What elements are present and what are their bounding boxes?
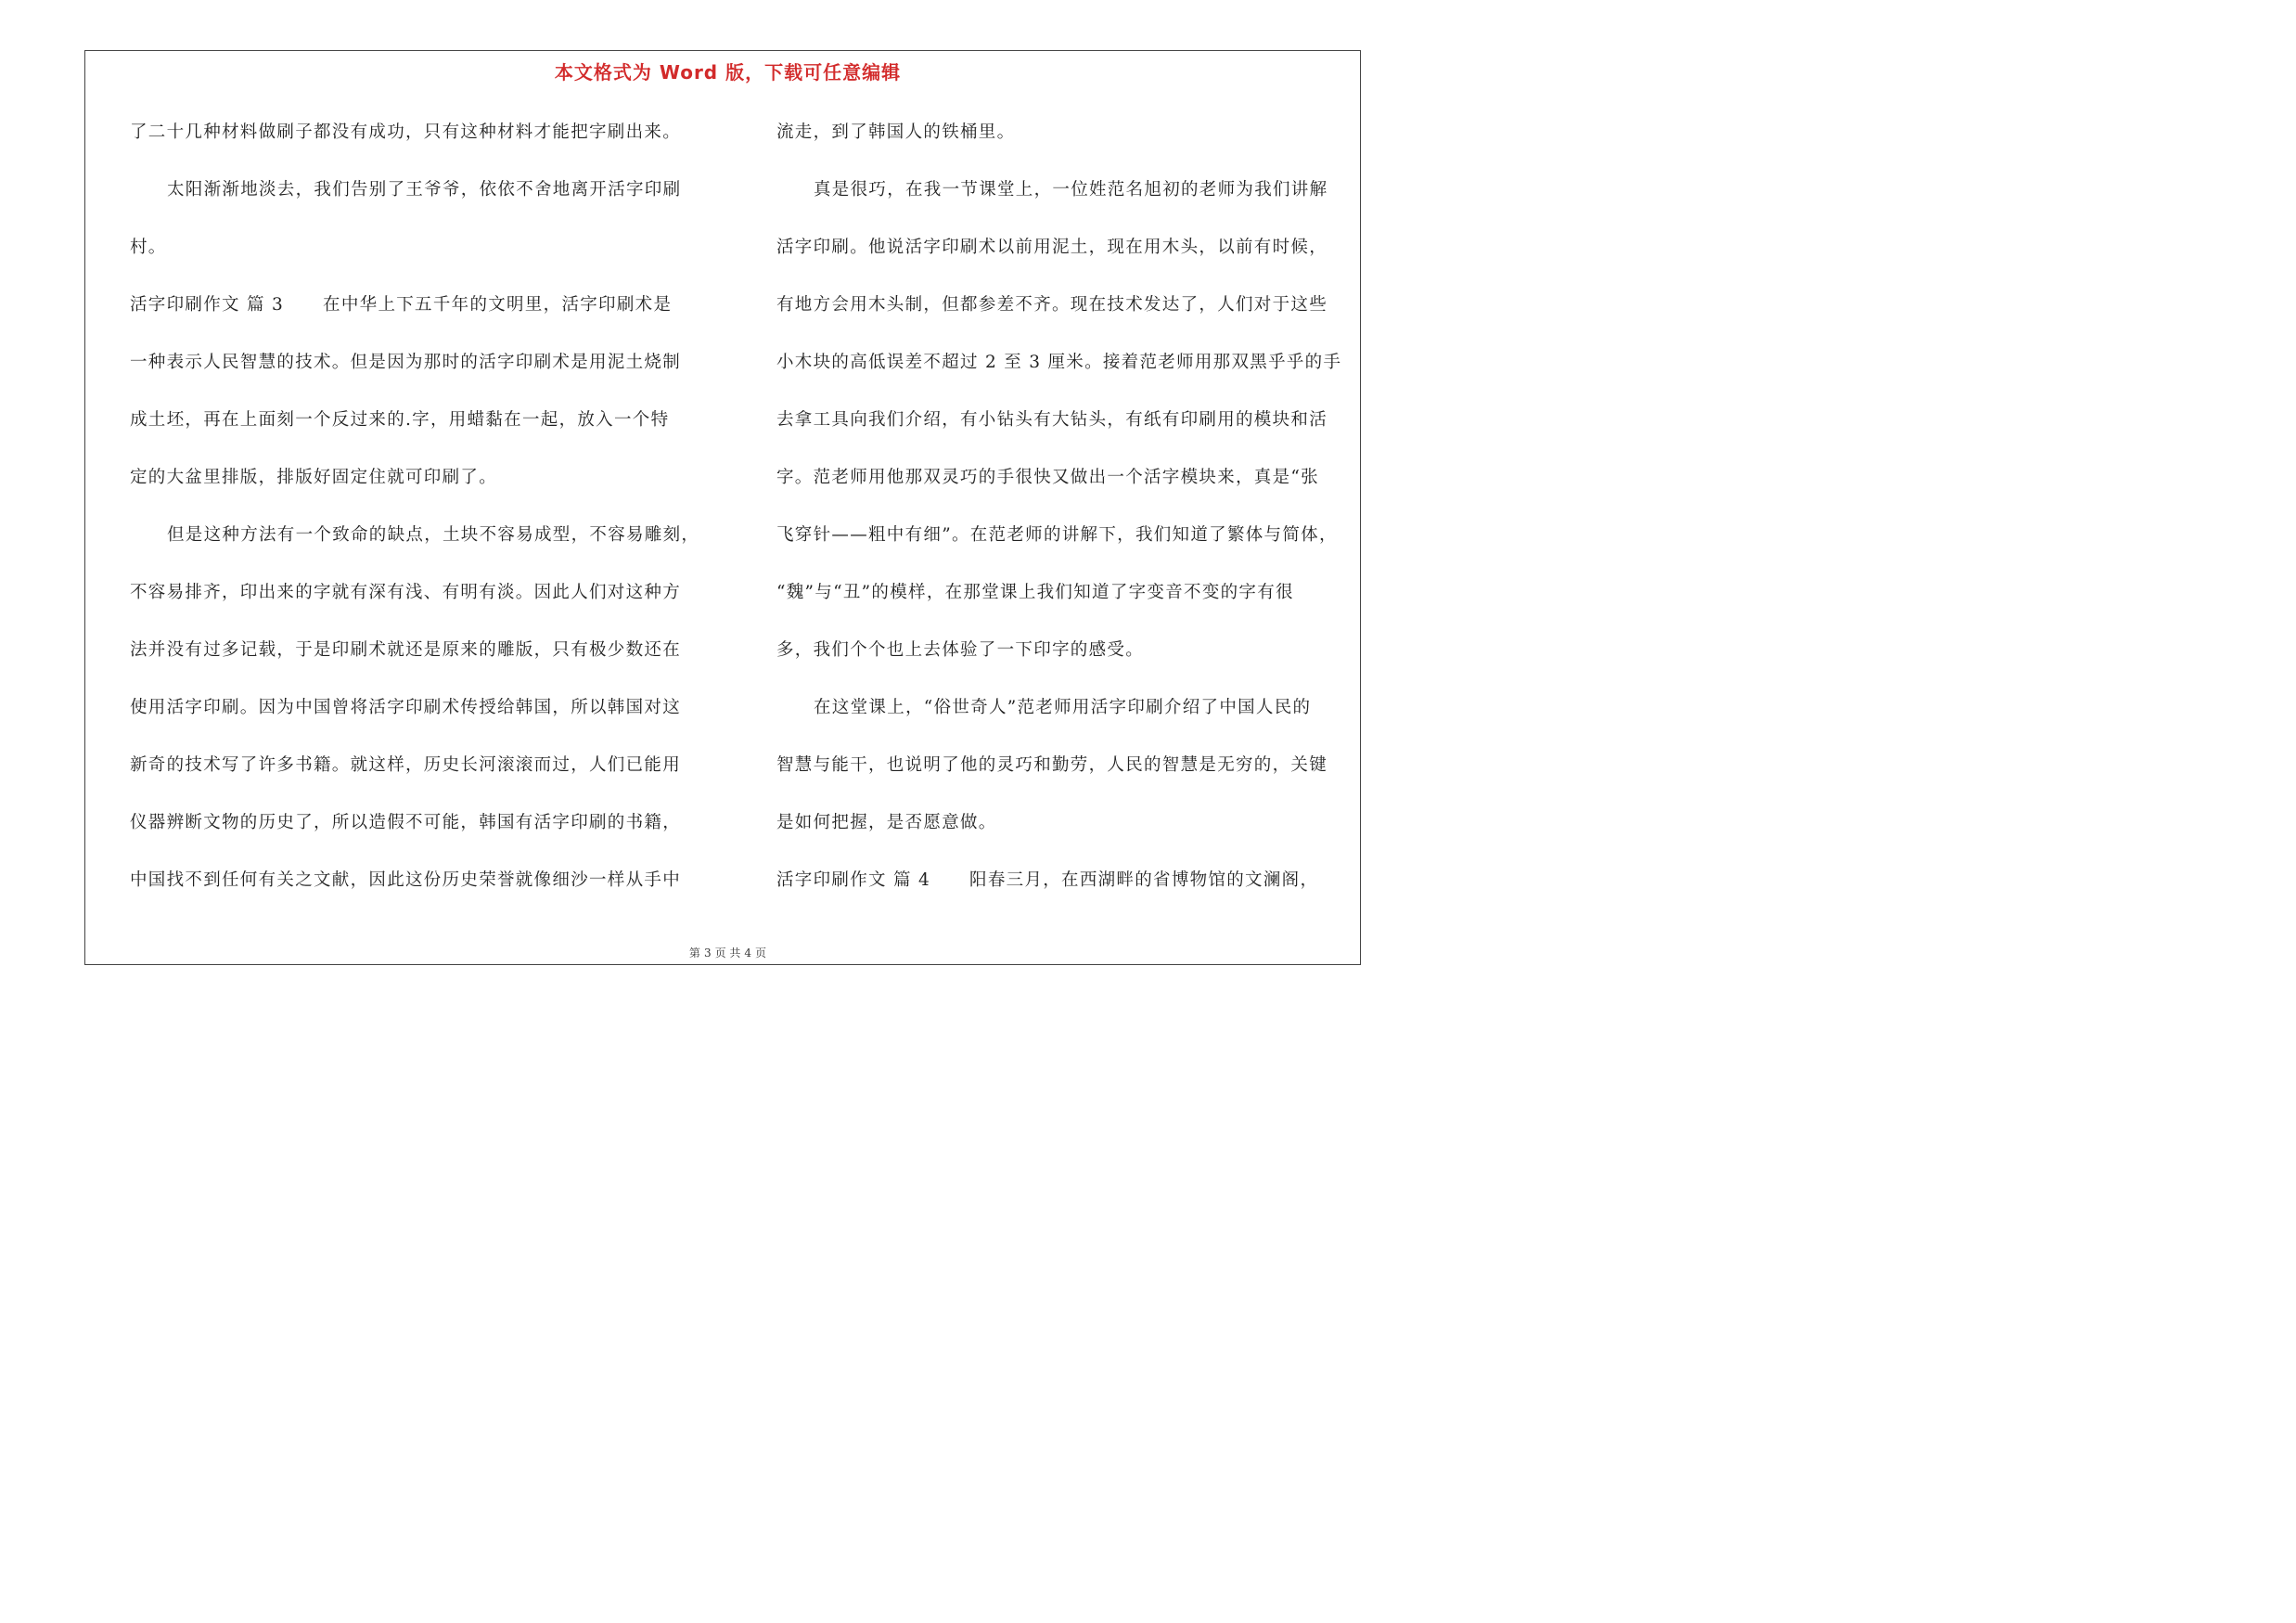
text-line: 但是这种方法有一个致命的缺点，土块不容易成型，不容易雕刻， [167, 525, 700, 545]
text-line: 字。范老师用他那双灵巧的手很快又做出一个活字模块来，真是“张 [776, 468, 1319, 487]
text-line: “魏”与“丑”的模样，在那堂课上我们知道了字变音不变的字有很 [776, 583, 1294, 602]
text-line: 智慧与能干，也说明了他的灵巧和勤劳，人民的智慧是无穷的，关键 [776, 755, 1328, 775]
text-line: 多，我们个个也上去体验了一下印字的感受。 [776, 640, 1145, 660]
text-line: 新奇的技术写了许多书籍。就这样，历史长河滚滚而过，人们已能用 [130, 755, 682, 775]
text-line: 飞穿针——粗中有细”。在范老师的讲解下，我们知道了繁体与简体， [776, 525, 1338, 545]
section-text: 阳春三月，在西湖畔的省博物馆的文澜阁， [969, 870, 1319, 890]
footer-label: 页 共 [714, 947, 741, 960]
text-line: 小木块的高低误差不超过 2 至 3 厘米。接着范老师用那双黑乎乎的手 [776, 353, 1342, 372]
text-line: 中国找不到任何有关之文献，因此这份历史荣誉就像细沙一样从手中 [130, 870, 682, 890]
text-line: 太阳渐渐地淡去，我们告别了王爷爷，依依不舍地离开活字印刷 [167, 180, 682, 200]
section-heading-line [776, 852, 1318, 909]
footer-label: 第 [688, 947, 700, 960]
text-line: 村。 [130, 238, 167, 257]
section-title: 活字印刷作文 篇 3 [130, 295, 285, 315]
footer-label: 页 [755, 947, 767, 960]
section-heading-line [130, 277, 672, 334]
text-line: 流走，到了韩国人的铁桶里。 [776, 122, 1016, 142]
text-line: 定的大盆里排版，排版好固定住就可印刷了。 [130, 468, 498, 487]
text-line: 成土坯，再在上面刻一个反过来的.字，用蜡黏在一起，放入一个特 [130, 410, 670, 430]
section-text: 在中华上下五千年的文明里，活字印刷术是 [323, 295, 673, 315]
text-line: 仪器辨断文物的历史了，所以造假不可能，韩国有活字印刷的书籍， [130, 813, 682, 832]
total-pages-number: 4 [744, 947, 752, 960]
text-line: 不容易排齐，印出来的字就有深有浅、有明有淡。因此人们对这种方 [130, 583, 682, 602]
text-line: 是如何把握，是否愿意做。 [776, 813, 997, 832]
page-footer [0, 945, 1456, 960]
text-line: 一种表示人民智慧的技术。但是因为那时的活字印刷术是用泥土烧制 [130, 353, 682, 372]
text-line: 真是很巧，在我一节课堂上，一位姓范名旭初的老师为我们讲解 [814, 180, 1328, 200]
format-banner: 本文格式为 Word 版，下载可任意编辑 [554, 61, 902, 84]
text-line: 了二十几种材料做刷子都没有成功，只有这种材料才能把字刷出来。 [130, 122, 682, 142]
current-page-number: 3 [703, 947, 712, 960]
text-line: 在这堂课上，“俗世奇人”范老师用活字印刷介绍了中国人民的 [814, 698, 1312, 717]
text-line: 使用活字印刷。因为中国曾将活字印刷术传授给韩国，所以韩国对这 [130, 698, 682, 717]
text-line: 有地方会用木头制，但都参差不齐。现在技术发达了，人们对于这些 [776, 295, 1328, 315]
text-line: 活字印刷。他说活字印刷术以前用泥土，现在用木头，以前有时候， [776, 238, 1328, 257]
text-line: 去拿工具向我们介绍，有小钻头有大钻头，有纸有印刷用的模块和活 [776, 410, 1328, 430]
section-title: 活字印刷作文 篇 4 [776, 870, 931, 890]
text-line: 法并没有过多记载，于是印刷术就还是原来的雕版，只有极少数还在 [130, 640, 682, 660]
